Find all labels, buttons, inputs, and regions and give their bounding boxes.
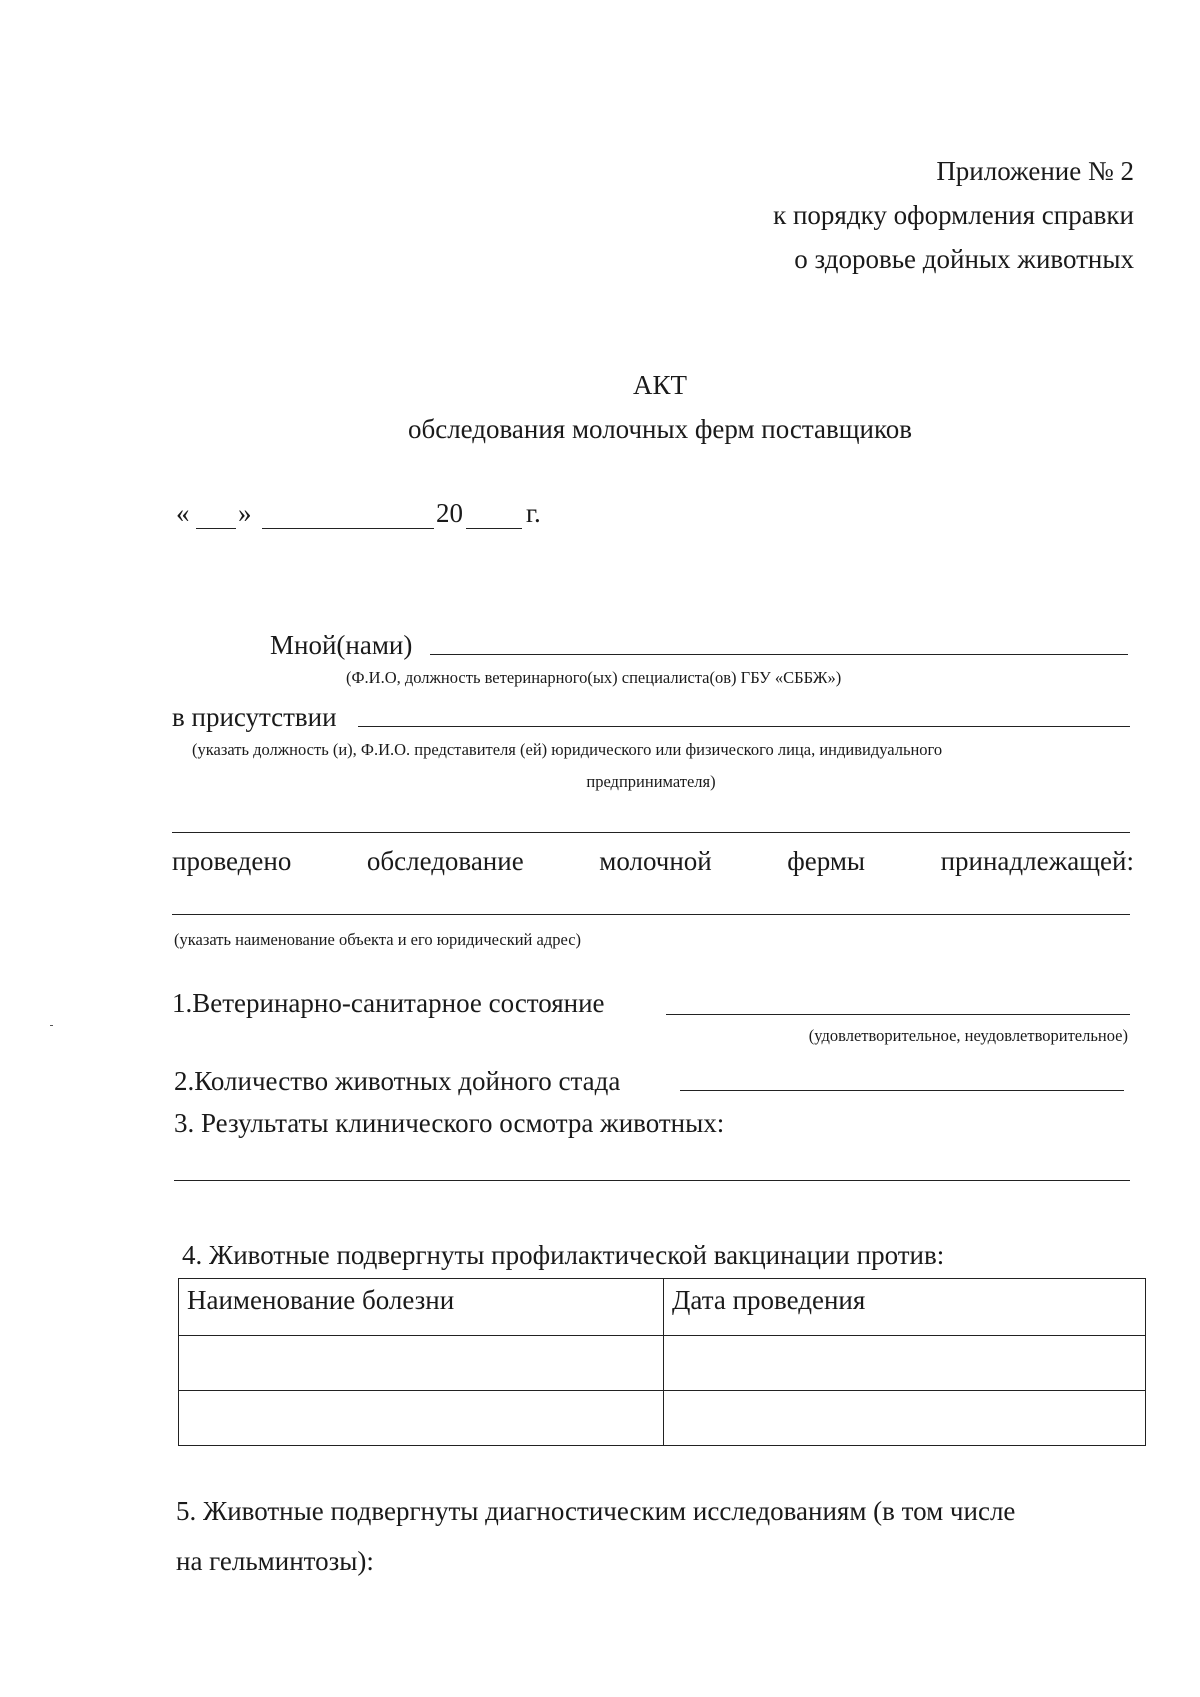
vaccination-table (178, 1278, 1146, 1446)
appendix-number: Приложение № 2 (936, 156, 1134, 186)
appendix-subject: о здоровье дойных животных (794, 244, 1134, 274)
item1-hint: (удовлетворительное, неудовлетворительное) (808, 1026, 1128, 1045)
presence-field[interactable] (358, 726, 1130, 727)
conducted-word-2: обследование (366, 846, 524, 876)
appendix-reference: к порядку оформления справки (773, 200, 1134, 230)
table-row (179, 1336, 1146, 1391)
conducted-word-1: проведено (172, 846, 292, 876)
date-open-quote: « (176, 498, 190, 528)
performed-by-label: Мной(нами) (270, 630, 413, 660)
year-blank[interactable] (466, 528, 522, 529)
conducted-word-3: молочной (599, 846, 712, 876)
disease-name-cell[interactable] (179, 1336, 664, 1391)
presence-hint-line2: предпринимателя) (586, 772, 716, 791)
date-cell[interactable] (664, 1391, 1146, 1446)
item5-line1: 5. Животные подвергнуты диагностическим исследованиям (в том числе (176, 1496, 1016, 1526)
year-prefix: 20 (436, 498, 463, 528)
year-suffix: г. (526, 498, 541, 528)
presence-field-continuation[interactable] (172, 832, 1130, 833)
performed-by-field[interactable] (430, 654, 1128, 655)
table-row (179, 1391, 1146, 1446)
item2-label: 2.Количество животных дойного стада (174, 1066, 621, 1096)
disease-name-cell[interactable] (179, 1391, 664, 1446)
month-blank[interactable] (262, 528, 434, 529)
item2-field[interactable] (680, 1090, 1124, 1091)
conducted-word-4: фермы (787, 846, 866, 876)
item5-line2: на гельминтозы): (176, 1546, 374, 1576)
day-blank[interactable] (196, 528, 236, 529)
header-disease-name: Наименование болезни (179, 1279, 664, 1336)
item1-label: 1.Ветеринарно-санитарное состояние (172, 988, 605, 1018)
object-hint: (указать наименование объекта и его юридический адрес) (174, 930, 582, 949)
header-date: Дата проведения (664, 1279, 1146, 1336)
performed-by-hint: (Ф.И.О, должность ветеринарного(ых) специалиста(ов) ГБУ «СББЖ») (346, 668, 842, 687)
item3-label: 3. Результаты клинического осмотра животных: (174, 1108, 725, 1138)
item4-label: 4. Животные подвергнуты профилактической вакцинации против: (182, 1240, 945, 1270)
item3-field[interactable] (174, 1180, 1130, 1181)
presence-label: в присутствии (172, 702, 337, 732)
scan-speck (50, 1025, 53, 1026)
date-cell[interactable] (664, 1336, 1146, 1391)
object-field[interactable] (172, 914, 1130, 915)
conducted-word-5: принадлежащей: (940, 846, 1134, 876)
item1-field[interactable] (666, 1014, 1130, 1015)
document-subtitle: обследования молочных ферм поставщиков (407, 414, 913, 444)
table-header-row (179, 1279, 1146, 1336)
date-close-quote: » (238, 498, 252, 528)
document-title: АКТ (633, 370, 687, 400)
presence-hint-line1: (указать должность (и), Ф.И.О. представителя (ей) юридического или физического лица, индивидуального (192, 740, 943, 759)
conducted-line (172, 846, 1134, 877)
